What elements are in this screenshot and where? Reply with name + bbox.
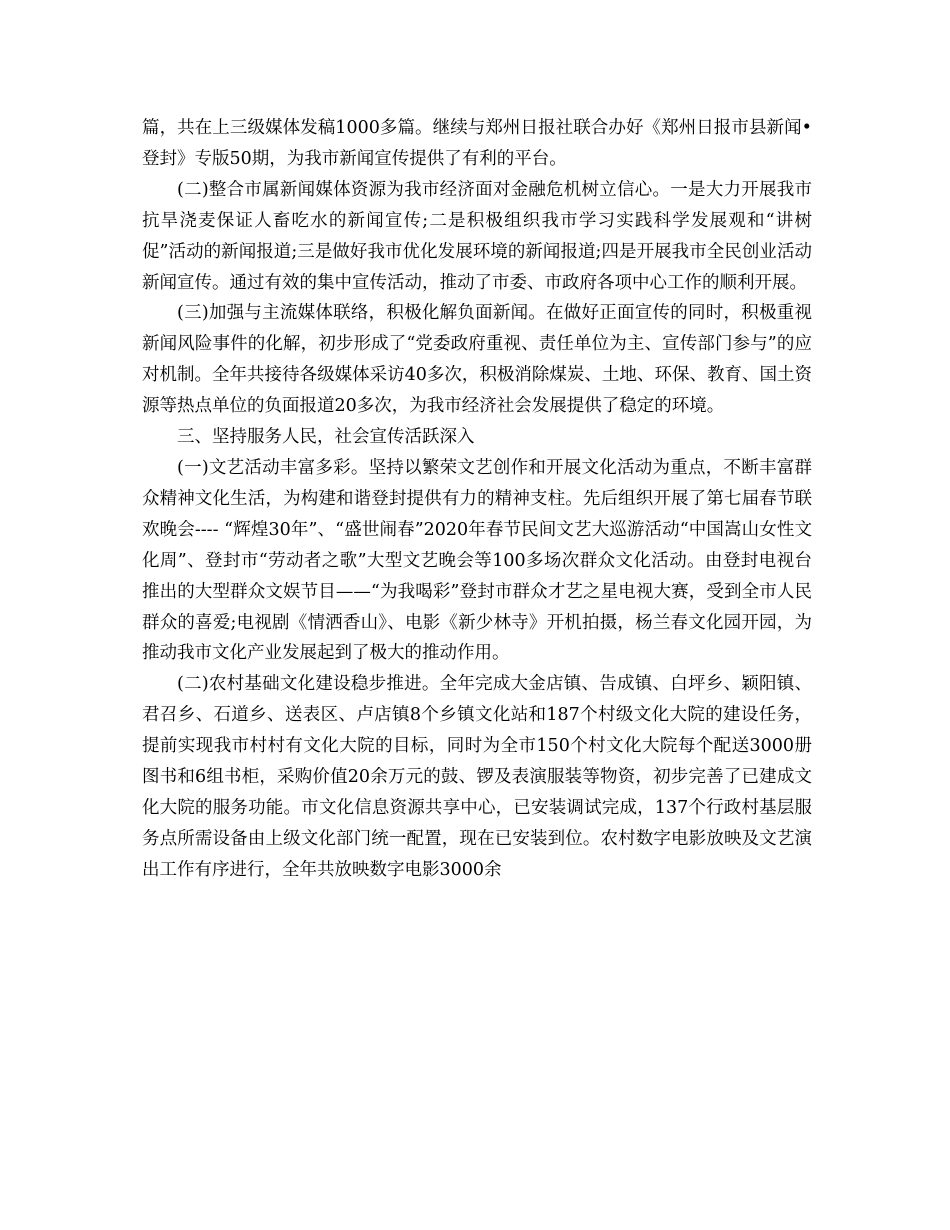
paragraph-3: (三)加强与主流媒体联络，积极化解负面新闻。在做好正面宣传的同时，积极重视新闻风险事件的化解，初步形成了“党委政府重视、责任单位为主、宣传部门参与”的应对机制。全年共接待各级媒体采访40多次，积极消除煤炭、土地、环保、教育、国土资源等热点单位的负面报道20多次，为我市经济社会发展提供了稳定的环境。 — [142, 303, 812, 417]
paragraph-4: (一)文艺活动丰富多彩。坚持以繁荣文艺创作和开展文化活动为重点，不断丰富群众精神文化生活，为构建和谐登封提供有力的精神支柱。先后组织开展了第七届春节联欢晚会---- “辉煌30年”、“盛世闹春”2020年春节民间文艺大巡游活动“中国嵩山女性文化周”、登封市“劳动者之歌”大型文艺晚会等100多场次群众文化活动。由登封电视台推出的大型群众文娱节目——“为我喝彩”登封市群众才艺之星电视大赛，受到全市人民群众的喜爱;电视剧《情洒香山》、电影《新少林寺》开机拍摄，杨兰春文化园开园，为推动我市文化产业发展起到了极大的推动作用。 — [142, 457, 812, 664]
paragraph-2: (二)整合市属新闻媒体资源为我市经济面对金融危机树立信心。一是大力开展我市抗旱浇麦保证人畜吃水的新闻宣传;二是积极组织我市学习实践科学发展观和“讲树促”活动的新闻报道;三是做好我市优化发展环境的新闻报道;四是开展我市全民创业活动新闻宣传。通过有效的集中宣传活动，推动了市委、市政府各项中心工作的顺利开展。 — [142, 179, 812, 293]
section-heading: 三、坚持服务人民，社会宣传活跃深入 — [177, 427, 475, 448]
document-page — [142, 113, 812, 886]
paragraph-5: (二)农村基础文化建设稳步推进。全年完成大金店镇、告成镇、白坪乡、颖阳镇、君召乡、石道乡、送表区、卢店镇8个乡镇文化站和187个村级文化大院的建设任务，提前实现我市村村有文化大院的目标，同时为全市150个村文化大院每个配送3000册图书和6组书柜，采购价值20余万元的鼓、锣及表演服装等物资，初步完善了已建成文化大院的服务功能。市文化信息资源共享中心，已安装调试完成，137个行政村基层服务点所需设备由上级文化部门统一配置，现在已安装到位。农村数字电影放映及文艺演出工作有序进行，全年共放映数字电影3000余 — [142, 674, 812, 880]
paragraph-1: 篇，共在上三级媒体发稿1000多篇。继续与郑州日报社联合办好《郑州日报市县新闻•登封》专版50期，为我市新闻宣传提供了有利的平台。 — [142, 118, 812, 169]
